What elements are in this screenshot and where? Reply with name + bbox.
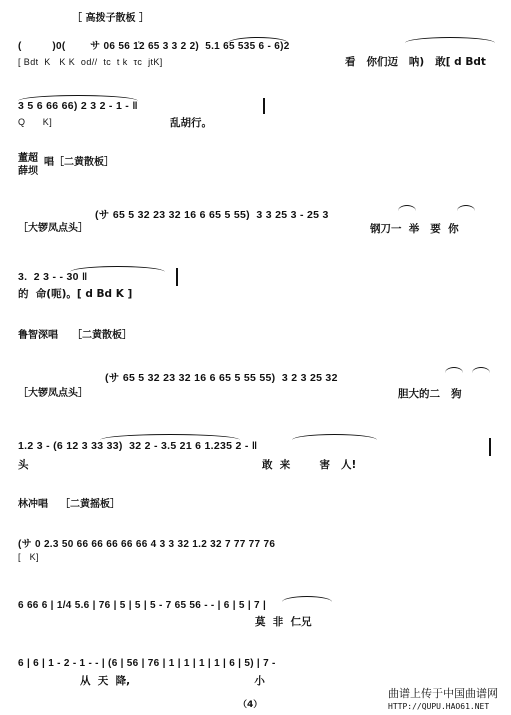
section-4-heading: ［二黄摇板］ bbox=[60, 499, 120, 510]
section-3-line-2-first-lyric: 头 bbox=[18, 459, 29, 471]
section-4-singer: 林冲唱 bbox=[18, 499, 48, 510]
slur-mark bbox=[228, 37, 288, 43]
slur-mark bbox=[405, 37, 495, 43]
section-4-line-3-notation: 6 | 6 | 1 - 2 - 1 - - | (6 | 56 | 76 | 1 | 1 | 1 | 1 | 6 | 5) | 7 - bbox=[18, 658, 276, 669]
section-4-line-1-notation: (サ 0 2.3 50 66 66 66 66 66 4 3 3 32 1.2 32 7 77 77 76 bbox=[18, 539, 276, 550]
section-2-heading: 唱［二黄散板］ bbox=[44, 157, 114, 168]
section-4-line-2-notation: 6 66 6 | 1/4 5.6 | 76 | 5 | 5 | 5 - 7 65 56 - - | 6 | 5 | 7 | bbox=[18, 600, 267, 611]
section-2-line-1-prelude: ［大锣凤点头］ bbox=[18, 223, 88, 234]
section-3-line-1-notation: (サ 65 5 32 23 32 16 6 65 5 55 55) 3 2 3 25 32 bbox=[105, 372, 338, 384]
final-barline bbox=[263, 98, 265, 114]
section-4-line-2-lyrics: 莫 非 仁兄 bbox=[255, 616, 312, 628]
slur-mark bbox=[70, 266, 165, 272]
page-number: （4） bbox=[238, 700, 263, 710]
section-1-line-2-percussion: Q K] bbox=[18, 117, 53, 127]
section-2-line-2-lyrics: 的 命(呃)。[ d Bd K ] bbox=[18, 288, 133, 300]
section-2-line-1-notation: (サ 65 5 32 23 32 16 6 65 5 55) 3 3 25 3 - 25 3 bbox=[95, 209, 329, 221]
section-3-line-1-lyrics: 胆大的二 狗 bbox=[398, 388, 462, 400]
slur-mark bbox=[100, 434, 240, 440]
slur-mark bbox=[292, 434, 377, 440]
section-2-singer: 董超 薛坝 bbox=[18, 153, 38, 177]
section-1-line-2-notation: 3 5 6 66 66) 2 3 2 - 1 - ‖ bbox=[18, 100, 138, 112]
section-1-line-1-percussion: [ Bdt K K K od// tc t k τc jtK] bbox=[18, 57, 163, 67]
section-2-line-2-notation: 3. 2 3 - - 30 ‖ bbox=[18, 271, 88, 283]
slur-mark bbox=[457, 205, 475, 211]
watermark-url: HTTP://QUPU.HAO61.NET bbox=[388, 702, 490, 711]
slur-mark bbox=[18, 95, 138, 101]
section-3-heading: ［二黄散板］ bbox=[72, 330, 132, 341]
section-3-line-1-prelude: ［大锣凤点头］ bbox=[18, 388, 88, 399]
slur-mark bbox=[445, 367, 463, 373]
slur-mark bbox=[472, 367, 490, 373]
watermark-text: 曲谱上传于中国曲谱网 bbox=[388, 687, 498, 700]
section-4-line-1-percussion: [ K] bbox=[18, 552, 39, 562]
section-3-line-2-notation: 1.2 3 - (6 12 3 33 33) 32 2 - 3.5 21 6 1.235 2 - ‖ bbox=[18, 440, 258, 452]
slur-mark bbox=[398, 205, 416, 211]
section-2-line-1-lyrics: 钢刀一 举 要 你 bbox=[370, 223, 459, 235]
section-3-line-2-lyrics: 敢 来 害 人! bbox=[262, 459, 357, 471]
slur-mark bbox=[282, 596, 332, 602]
final-barline bbox=[489, 438, 491, 456]
section-1-line-1-notation: ( )0( サ 06 56 1̇2 65 3 3 2 2) 5.1 65 535 6 - 6)2 bbox=[18, 41, 290, 52]
section-4-line-3-lyrics: 从 天 降, 小 bbox=[80, 675, 265, 687]
section-1-line-1-lyrics: 看 你们迈 呐) 敢[ d Bdt bbox=[345, 56, 486, 68]
section-1-line-2-lyrics: 乱胡行。 bbox=[170, 117, 212, 129]
section-3-singer: 鲁智深唱 bbox=[18, 330, 58, 341]
final-barline bbox=[176, 268, 178, 286]
section-1-heading: ［ 高拨子散板 ］ bbox=[72, 13, 149, 24]
